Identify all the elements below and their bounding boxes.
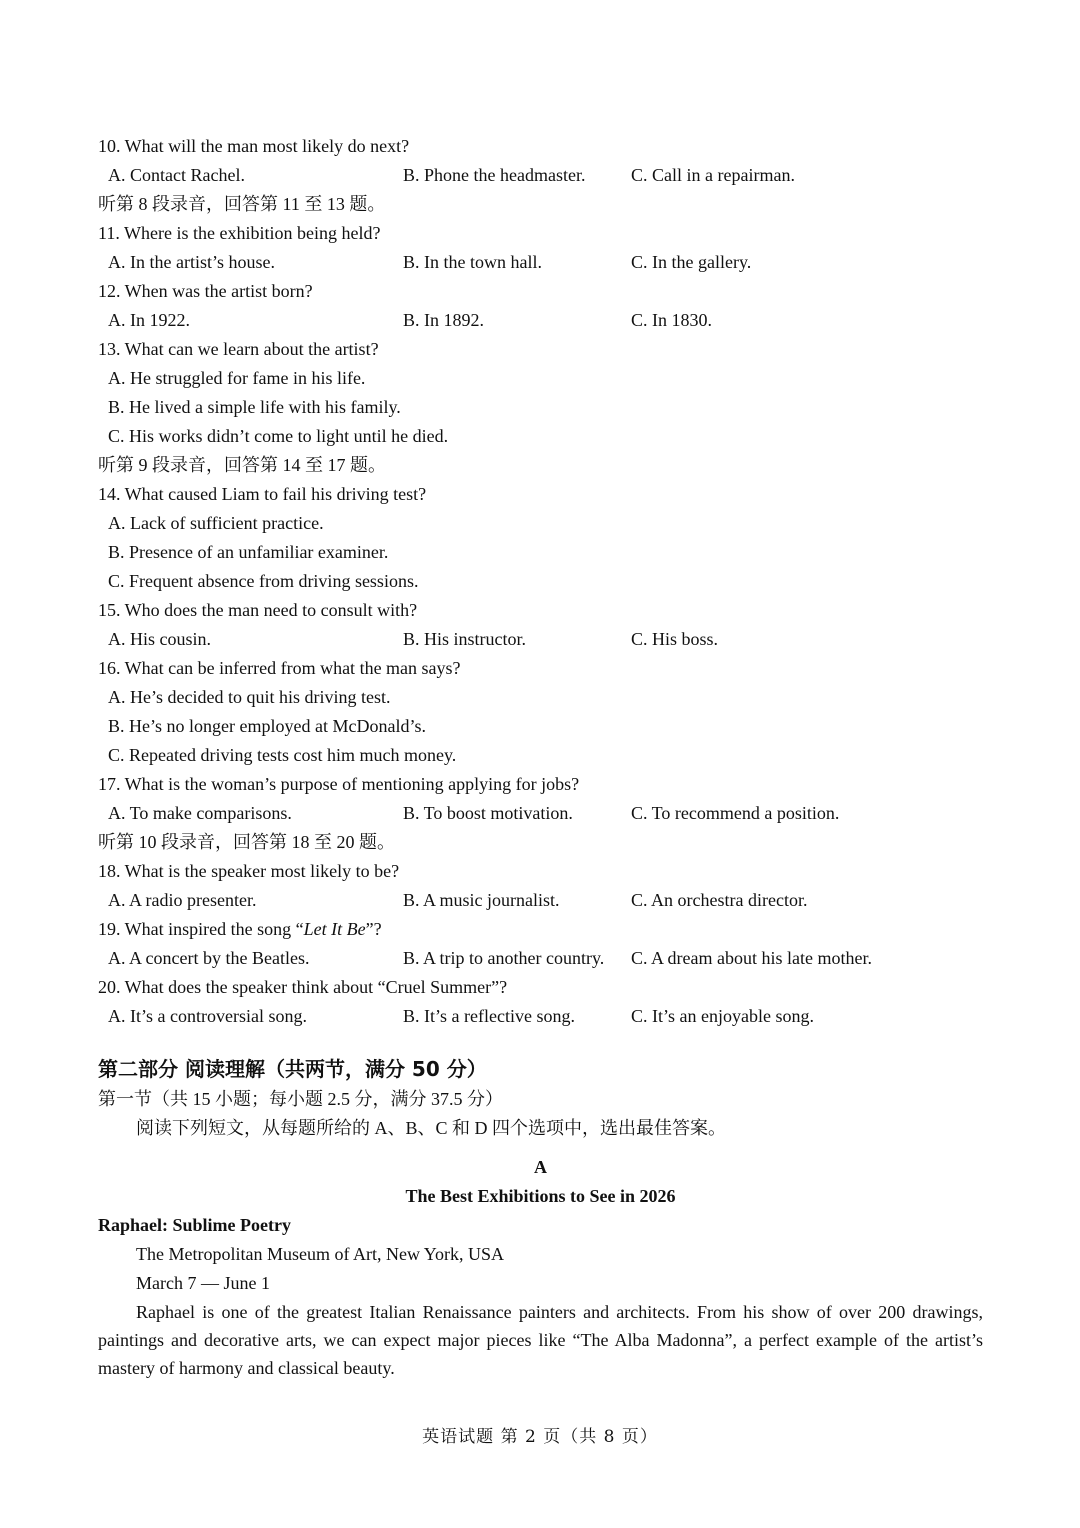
option-a: A. It’s a controversial song. bbox=[108, 1006, 307, 1026]
question-15: 15. Who does the man need to consult with? bbox=[98, 600, 418, 620]
option-b: B. Phone the headmaster. bbox=[403, 165, 586, 185]
option-a: A. His cousin. bbox=[108, 629, 211, 649]
page-footer: 英语试题 第 2 页（共 8 页） bbox=[422, 1427, 658, 1447]
option-a: A. Contact Rachel. bbox=[108, 165, 245, 185]
exam-page bbox=[98, 132, 983, 1382]
exhibit-name: Raphael: Sublime Poetry bbox=[98, 1215, 291, 1235]
question-20: 20. What does the speaker think about “Cruel Summer”? bbox=[98, 977, 508, 997]
option-a: A. A radio presenter. bbox=[108, 890, 257, 910]
question-20-options bbox=[98, 1002, 983, 1031]
section1-heading: 第一节（共 15 小题；每小题 2.5 分，满分 37.5 分） bbox=[98, 1089, 503, 1109]
question-12-options bbox=[98, 306, 983, 335]
option-c: C. To recommend a position. bbox=[631, 803, 840, 823]
passage-title: The Best Exhibitions to See in 2026 bbox=[405, 1186, 676, 1206]
option-c: C. A dream about his late mother. bbox=[631, 948, 872, 968]
option-b: B. In the town hall. bbox=[403, 252, 542, 272]
option-c: C. Repeated driving tests cost him much money. bbox=[108, 745, 457, 765]
option-c: C. It’s an enjoyable song. bbox=[631, 1006, 814, 1026]
question-10-options bbox=[98, 161, 983, 190]
question-11-options bbox=[98, 248, 983, 277]
option-a: A. He’s decided to quit his driving test. bbox=[108, 687, 391, 707]
passage-letter: A bbox=[534, 1157, 547, 1177]
question-11: 11. Where is the exhibition being held? bbox=[98, 223, 381, 243]
option-b: B. To boost motivation. bbox=[403, 803, 573, 823]
option-b: B. A music journalist. bbox=[403, 890, 560, 910]
option-a: A. In the artist’s house. bbox=[108, 252, 275, 272]
instruction-recording-9: 听第 9 段录音，回答第 14 至 17 题。 bbox=[98, 455, 386, 475]
question-14: 14. What caused Liam to fail his driving test? bbox=[98, 484, 427, 504]
question-12: 12. When was the artist born? bbox=[98, 281, 313, 301]
option-c: C. Call in a repairman. bbox=[631, 165, 795, 185]
option-a: A. He struggled for fame in his life. bbox=[108, 368, 366, 388]
option-b: B. He lived a simple life with his family. bbox=[108, 397, 401, 417]
question-18-options bbox=[98, 886, 983, 915]
option-a: A. Lack of sufficient practice. bbox=[108, 513, 324, 533]
question-19-prefix: 19. What inspired the song “ bbox=[98, 919, 304, 939]
question-17-options bbox=[98, 799, 983, 828]
option-c: C. In 1830. bbox=[631, 310, 712, 330]
option-b: B. In 1892. bbox=[403, 310, 484, 330]
question-19-suffix: ”? bbox=[365, 919, 382, 939]
question-15-options bbox=[98, 625, 983, 654]
question-13: 13. What can we learn about the artist? bbox=[98, 339, 379, 359]
part2-title: 第二部分 阅读理解（共两节，满分 50 分） bbox=[98, 1057, 487, 1081]
option-c: C. An orchestra director. bbox=[631, 890, 808, 910]
instruction-recording-10: 听第 10 段录音，回答第 18 至 20 题。 bbox=[98, 832, 395, 852]
option-b: B. A trip to another country. bbox=[403, 948, 605, 968]
option-b: B. His instructor. bbox=[403, 629, 527, 649]
question-19 bbox=[98, 915, 983, 944]
question-17: 17. What is the woman’s purpose of mentioning applying for jobs? bbox=[98, 774, 580, 794]
option-a: A. A concert by the Beatles. bbox=[108, 948, 310, 968]
option-a: A. In 1922. bbox=[108, 310, 190, 330]
question-19-options bbox=[98, 944, 983, 973]
instruction-recording-8: 听第 8 段录音，回答第 11 至 13 题。 bbox=[98, 194, 386, 214]
exhibit-venue: The Metropolitan Museum of Art, New York, USA bbox=[136, 1244, 504, 1264]
option-b: B. It’s a reflective song. bbox=[403, 1006, 575, 1026]
option-a: A. To make comparisons. bbox=[108, 803, 292, 823]
exhibit-description: Raphael is one of the greatest Italian Renaissance painters and architects. From his show of over 200 drawings, paintings and decorative arts, we can expect major pieces like “The Alba Madonna”, a perfect example of the artist’s mastery of harmony and classical beauty. bbox=[98, 1302, 983, 1378]
reading-instruction: 阅读下列短文，从每题所给的 A、B、C 和 D 四个选项中，选出最佳答案。 bbox=[136, 1118, 727, 1138]
option-b: B. Presence of an unfamiliar examiner. bbox=[108, 542, 389, 562]
question-16: 16. What can be inferred from what the man says? bbox=[98, 658, 461, 678]
option-c: C. His works didn’t come to light until he died. bbox=[108, 426, 449, 446]
option-b: B. He’s no longer employed at McDonald’s. bbox=[108, 716, 426, 736]
option-c: C. His boss. bbox=[631, 629, 719, 649]
exhibit-dates: March 7 — June 1 bbox=[136, 1273, 270, 1293]
song-title: Let It Be bbox=[303, 919, 366, 939]
option-c: C. Frequent absence from driving sessions. bbox=[108, 571, 419, 591]
question-10: 10. What will the man most likely do next? bbox=[98, 136, 410, 156]
question-18: 18. What is the speaker most likely to be? bbox=[98, 861, 400, 881]
option-c: C. In the gallery. bbox=[631, 252, 752, 272]
